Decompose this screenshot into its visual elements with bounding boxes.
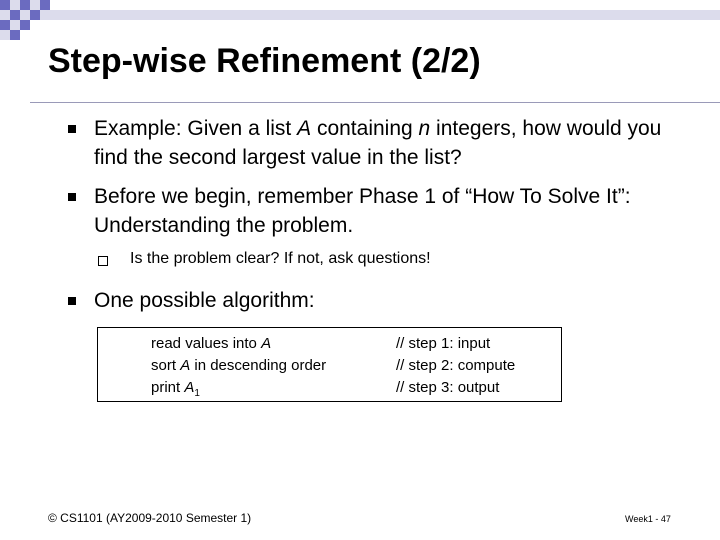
algorithm-comments [396,333,515,399]
comment-line: // step 1: input [396,335,491,352]
bullet-example-text: containing [311,117,419,140]
title-divider [30,102,720,103]
bullet-example-text: integers, how would you find the second largest value in the list? [94,117,662,169]
algorithm-line [151,333,326,355]
bullet-phase-one: Before we begin, remember Phase 1 of “How To Solve It”: Understanding the problem. [94,185,631,237]
bullet-example [94,114,694,172]
var-A: A [180,357,191,374]
footer-page-number: Week1 - 47 [625,514,671,524]
bullet-marker [68,193,76,201]
sub-bullet-text: Is the problem clear? If not, ask questions! [130,250,431,267]
bullet-marker [68,297,76,305]
header-decoration [0,0,720,40]
var-n: n [418,117,431,140]
subscript: 1 [194,388,200,399]
sub-bullet-box-icon [98,256,108,266]
bullet-marker [68,125,76,133]
code-text: read values into [151,335,262,352]
var-A: A [184,379,195,396]
bullet-example-text: Example: Given a list [94,117,298,140]
var-A: A [261,335,272,352]
code-text: in descending order [190,357,327,374]
code-text: sort [151,357,181,374]
slide-title: Step-wise Refinement (2/2) [48,42,481,80]
algorithm-steps [151,333,326,405]
var-A: A [297,117,312,140]
code-text: print [151,379,185,396]
comment-line: // step 2: compute [396,357,516,374]
comment-line: // step 3: output [396,379,500,396]
algorithm-line [151,355,326,377]
bullet-algorithm: One possible algorithm: [94,289,315,312]
footer-course: © CS1101 (AY2009-2010 Semester 1) [48,511,252,525]
algorithm-box [97,327,562,402]
algorithm-line [151,377,326,405]
